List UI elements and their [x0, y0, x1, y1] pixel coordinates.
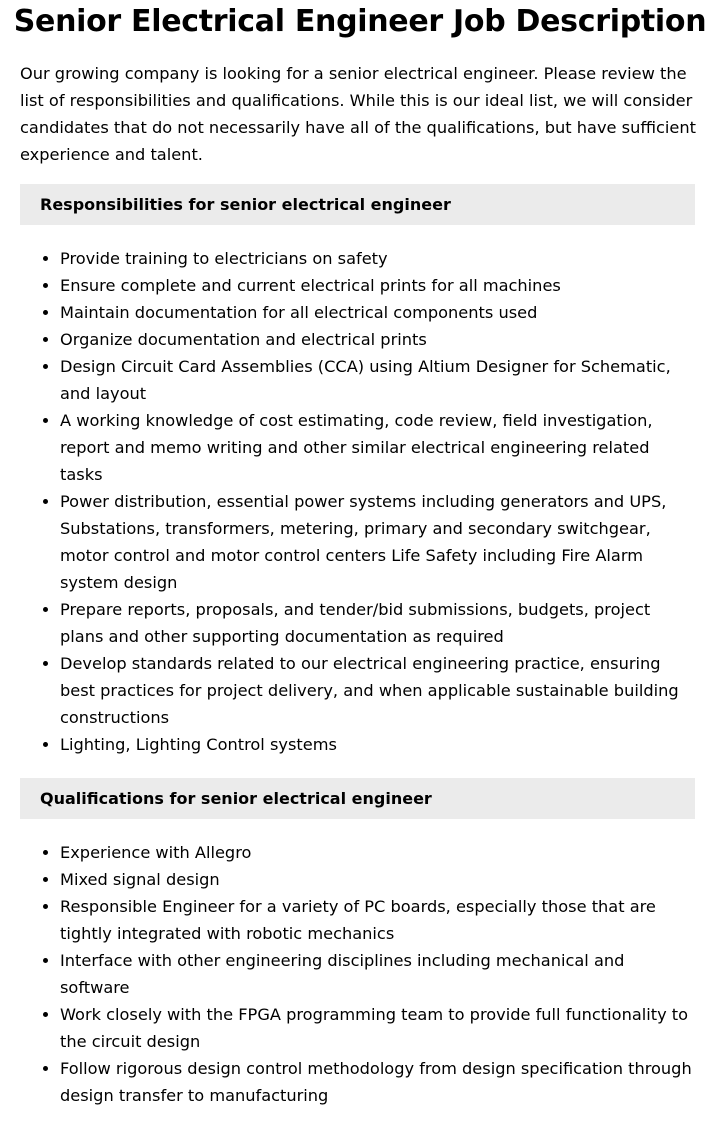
list-item: • Design Circuit Card Assemblies (CCA) using Altium Designer for Schematic, and layout [60, 353, 695, 407]
qualifications-heading: Qualifications for senior electrical engineer [20, 778, 695, 819]
list-item: • Provide training to electricians on safety [60, 245, 695, 272]
list-item: • Develop standards related to our electrical engineering practice, ensuring best practices for project delivery, and when applicable sustainable building constructions [60, 650, 695, 731]
list-item: • Power distribution, essential power systems including generators and UPS, Substations, transformers, metering, primary and secondary switchgear, motor control and motor control centers Life Safety including Fire Alarm system design [60, 488, 695, 596]
list-item: • Organize documentation and electrical prints [60, 326, 695, 353]
list-item: • Responsible Engineer for a variety of PC boards, especially those that are tightly integrated with robotic mechanics [60, 893, 695, 947]
list-item: • Work closely with the FPGA programming team to provide full functionality to the circuit design [60, 1001, 695, 1055]
responsibilities-list [20, 245, 695, 758]
list-item: • Lighting, Lighting Control systems [60, 731, 695, 758]
list-item: • Ensure complete and current electrical prints for all machines [60, 272, 695, 299]
list-item: • Prepare reports, proposals, and tender/bid submissions, budgets, project plans and other supporting documentation as required [60, 596, 695, 650]
intro-paragraph: Our growing company is looking for a senior electrical engineer. Please review the list of responsibilities and qualifications. While this is our ideal list, we will consider candidates that do not necessarily have all of the qualifications, but have sufficient experience and talent. [20, 64, 696, 164]
page-title: Senior Electrical Engineer Job Description [13, 4, 707, 39]
list-item: • Mixed signal design [60, 866, 695, 893]
list-item: • Maintain documentation for all electrical components used [60, 299, 695, 326]
list-item: • Follow rigorous design control methodology from design specification through design transfer to manufacturing [60, 1055, 695, 1109]
list-item: • A working knowledge of cost estimating, code review, field investigation, report and memo writing and other similar electrical engineering related tasks [60, 407, 695, 488]
qualifications-list [20, 839, 695, 1109]
list-item: • Experience with Allegro [60, 839, 695, 866]
list-item: • Interface with other engineering disciplines including mechanical and software [60, 947, 695, 1001]
responsibilities-heading: Responsibilities for senior electrical engineer [20, 184, 695, 225]
